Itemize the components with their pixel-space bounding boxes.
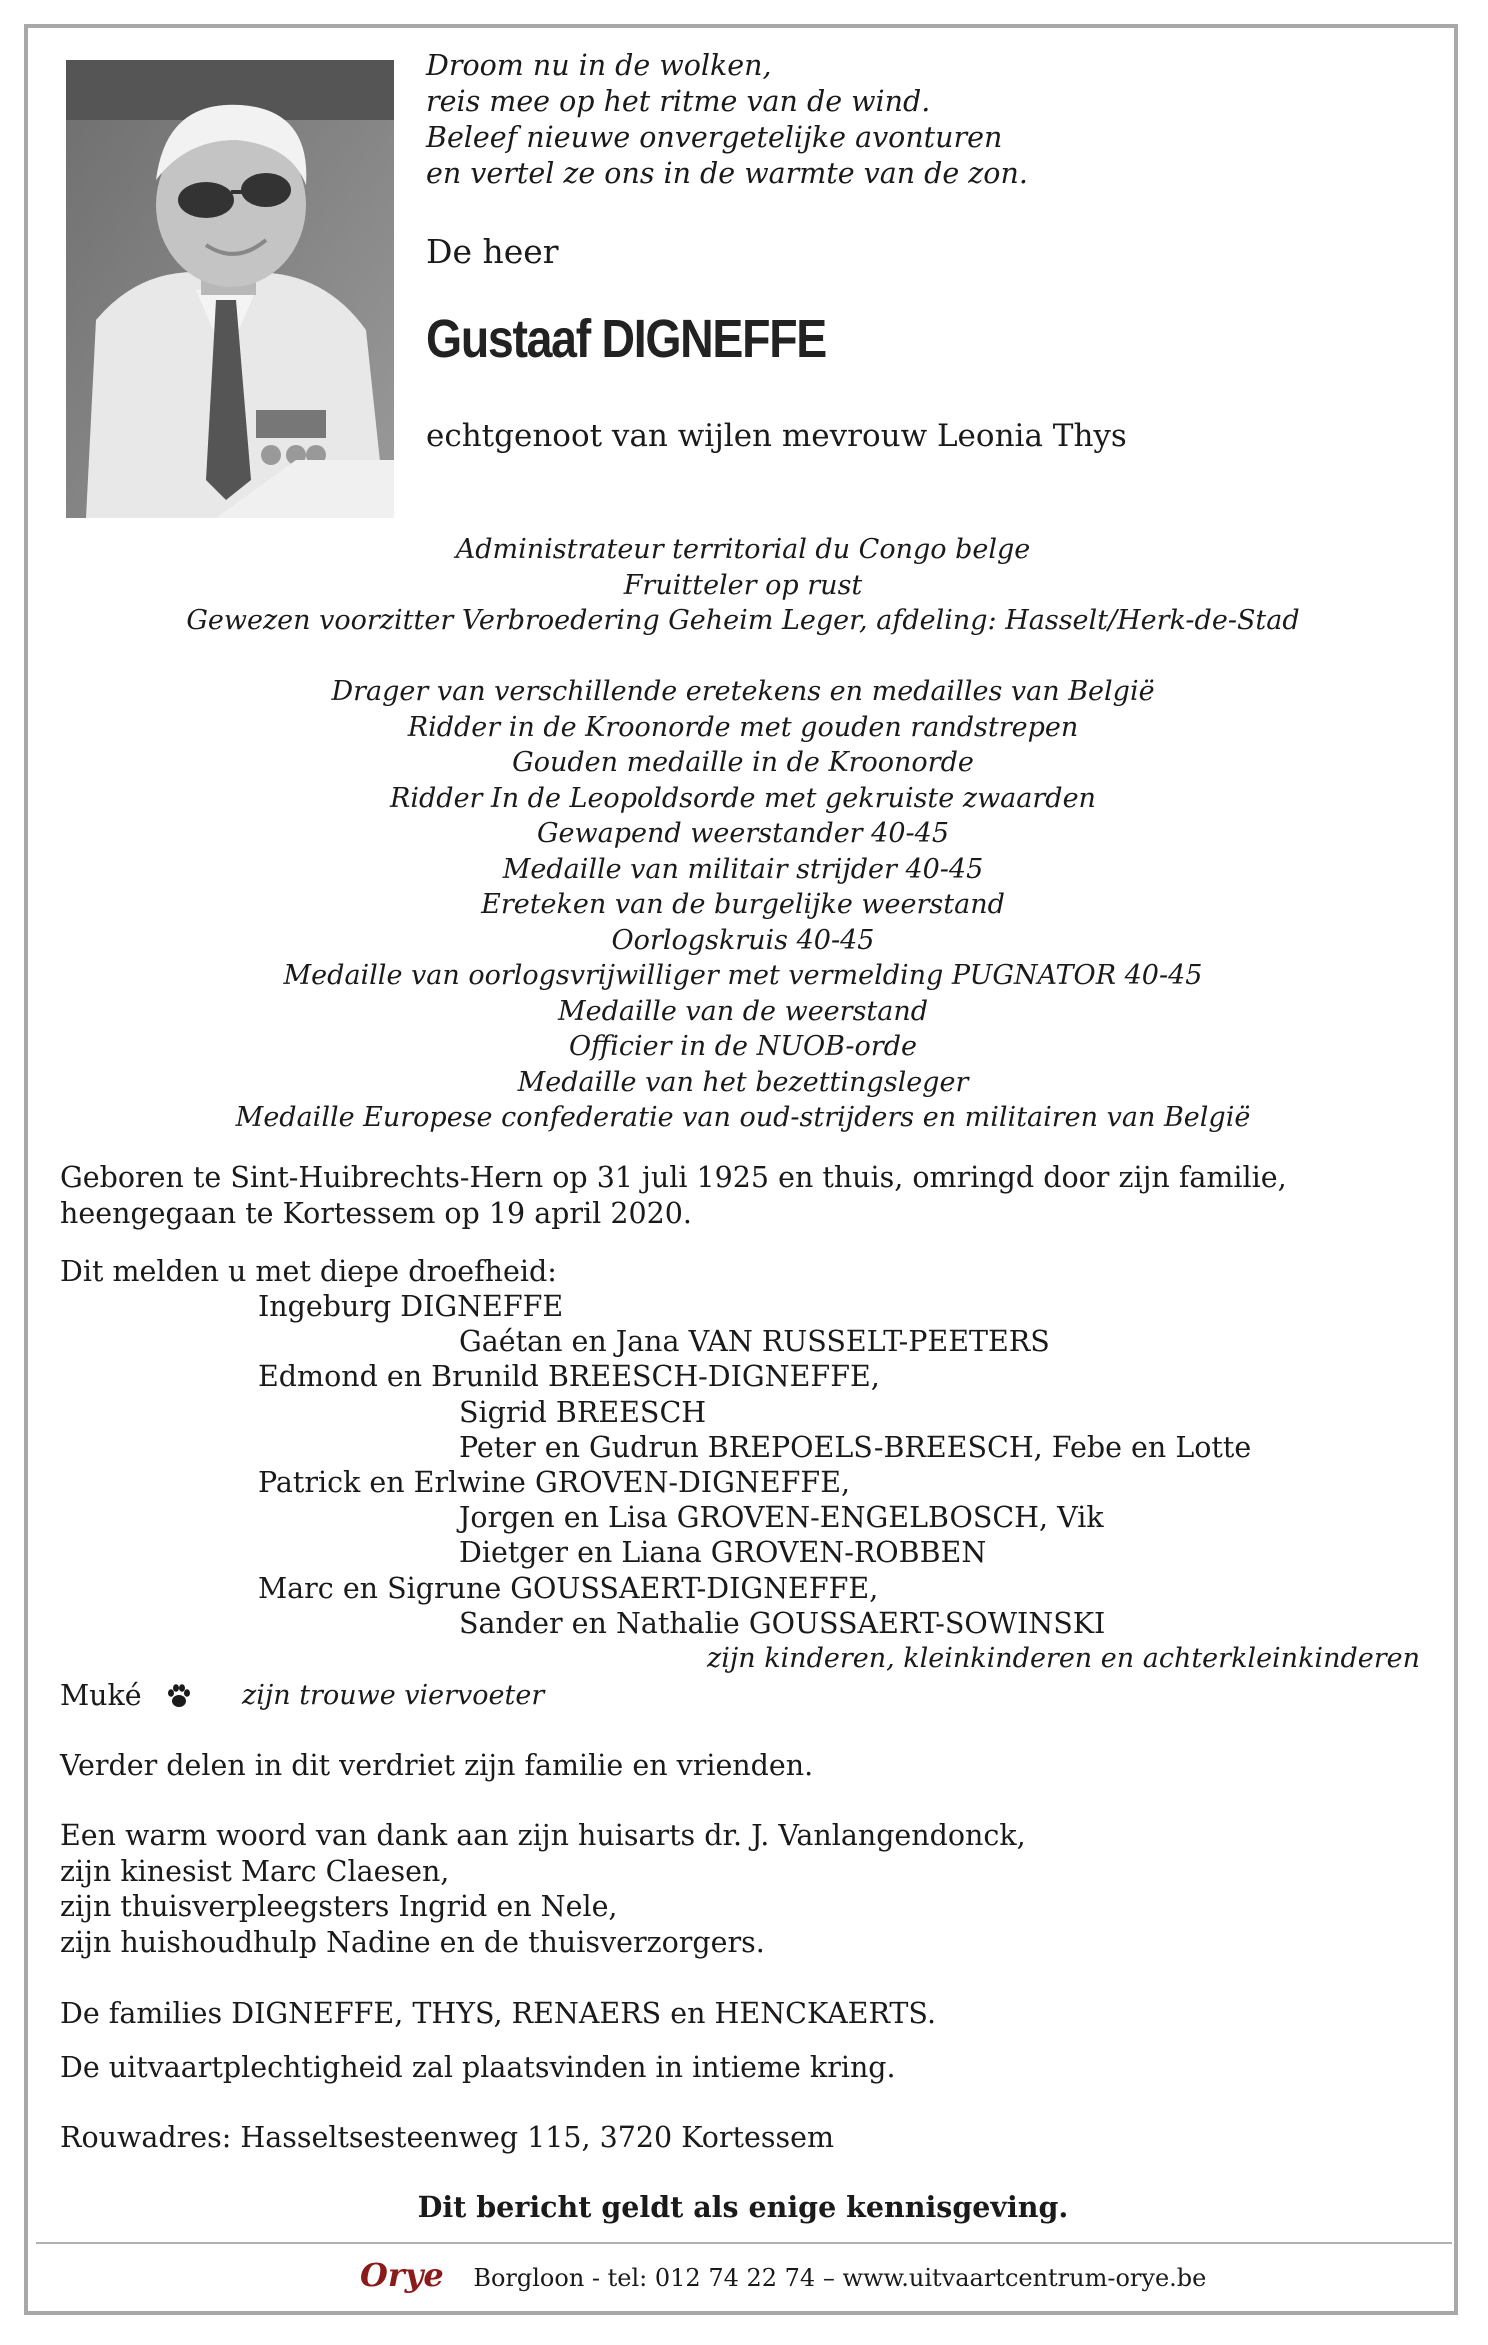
functions-list — [60, 532, 1426, 639]
function-line: Gewezen voorzitter Verbroedering Geheim Leger, afdeling: Hasselt/Herk-de-Stad — [186, 605, 1300, 636]
poem-line: reis mee op het ritme van de wind. — [426, 85, 931, 118]
deceased-name: Gustaaf DIGNEFFE — [426, 309, 826, 369]
family-member: Jorgen en Lisa GROVEN-ENGELBOSCH, Vik — [459, 1501, 1104, 1535]
honour-line: Medaille van de weerstand — [557, 995, 929, 1027]
portrait-photo — [66, 60, 394, 518]
honour-line: Oorlogskruis 40-45 — [611, 924, 875, 956]
family-member: Edmond en Brunild BREESCH-DIGNEFFE, — [258, 1360, 880, 1394]
announce-intro: Dit melden u met diepe droefheid: — [60, 1255, 557, 1288]
honour-line: Medaille van militair strijder 40-45 — [502, 853, 984, 885]
funeral-line: De uitvaartplechtigheid zal plaatsvinden in intieme kring. — [60, 2051, 896, 2084]
honour-line: Medaille van het bezettingsleger — [517, 1066, 969, 1098]
family-member: Dietger en Liana GROVEN-ROBBEN — [459, 1536, 987, 1570]
family-role: zijn kinderen, kleinkinderen en achterkleinkinderen — [706, 1643, 1420, 1675]
honour-line: Drager van verschillende eretekens en medailles van België — [331, 676, 1155, 707]
honour-line: Gouden medaille in de Kroonorde — [512, 747, 974, 778]
family-member: Gaétan en Jana VAN RUSSELT-PEETERS — [459, 1325, 1050, 1359]
thanks-line: zijn huishoudhulp Nadine en de thuisverzorgers. — [60, 1925, 765, 1959]
poem-line: en vertel ze ons in de warmte van de zon. — [426, 157, 1028, 190]
honour-line: Ridder in de Kroonorde met gouden randstrepen — [407, 711, 1079, 743]
pet-role: zijn trouwe viervoeter — [242, 1680, 545, 1711]
honour-line: Officier in de NUOB-orde — [569, 1031, 917, 1062]
family-member: Peter en Gudrun BREPOELS-BREESCH, Febe en Lotte — [459, 1430, 1252, 1464]
footer-divider — [36, 2242, 1452, 2244]
pet-name: Muké — [60, 1679, 142, 1712]
families-line: De families DIGNEFFE, THYS, RENAERS en HENCKAERTS. — [60, 1997, 936, 2030]
poem — [426, 48, 1028, 192]
death-line: heengegaan te Kortessem op 19 april 2020. — [60, 1196, 692, 1230]
family-list — [60, 1289, 1426, 1676]
family-member: Marc en Sigrune GOUSSAERT-DIGNEFFE, — [258, 1571, 879, 1605]
poem-line: Droom nu in de wolken, — [426, 49, 772, 82]
thanks-line: zijn thuisverpleegsters Ingrid en Nele, — [60, 1890, 618, 1923]
thanks-line: Een warm woord van dank aan zijn huisarts dr. J. Vanlangendonck, — [60, 1819, 1026, 1852]
birth-death-text — [60, 1160, 1287, 1231]
footer — [360, 2258, 1206, 2295]
function-line: Administrateur territorial du Congo belge — [455, 534, 1031, 565]
address-line: Rouwadres: Hasseltsesteenweg 115, 3720 Kortessem — [60, 2121, 835, 2154]
family-member: Sigrid BREESCH — [459, 1395, 707, 1429]
others-line: Verder delen in dit verdriet zijn familie en vrienden. — [60, 1749, 814, 1782]
thanks-line: zijn kinesist Marc Claesen, — [60, 1854, 450, 1888]
family-member: Ingeburg DIGNEFFE — [258, 1290, 564, 1323]
honour-line: Ridder In de Leopoldsorde met gekruiste zwaarden — [390, 782, 1096, 814]
honours-list — [60, 674, 1426, 1136]
family-member: Sander en Nathalie GOUSSAERT-SOWINSKI — [459, 1606, 1106, 1640]
portrait-illustration — [66, 60, 394, 518]
honorific: De heer — [426, 232, 559, 271]
honour-line: Gewapend weerstander 40-45 — [536, 818, 950, 849]
honour-line: Ereteken van de burgelijke weerstand — [481, 889, 1005, 920]
family-member: Patrick en Erlwine GROVEN-DIGNEFFE, — [258, 1466, 851, 1500]
orye-logo: Orye — [360, 2256, 444, 2294]
pet-line — [60, 1678, 760, 1713]
function-line: Fruitteler op rust — [623, 569, 863, 601]
notice-line: Dit bericht geldt als enige kennisgeving. — [417, 2190, 1069, 2224]
spouse-line: echtgenoot van wijlen mevrouw Leonia Thys — [426, 418, 1127, 454]
honour-line: Medaille van oorlogsvrijwilliger met vermelding PUGNATOR 40-45 — [283, 960, 1203, 991]
thanks-block — [60, 1818, 1026, 1960]
birth-line: Geboren te Sint-Huibrechts-Hern op 31 juli 1925 en thuis, omringd door zijn familie, — [60, 1161, 1287, 1194]
honour-line: Medaille Europese confederatie van oud-strijders en militairen van België — [235, 1102, 1251, 1133]
poem-line: Beleef nieuwe onvergetelijke avonturen — [426, 121, 1003, 154]
footer-contact: Borgloon - tel: 012 74 22 74 – www.uitvaartcentrum-orye.be — [473, 2264, 1207, 2292]
paw-print-icon — [166, 1682, 192, 1717]
